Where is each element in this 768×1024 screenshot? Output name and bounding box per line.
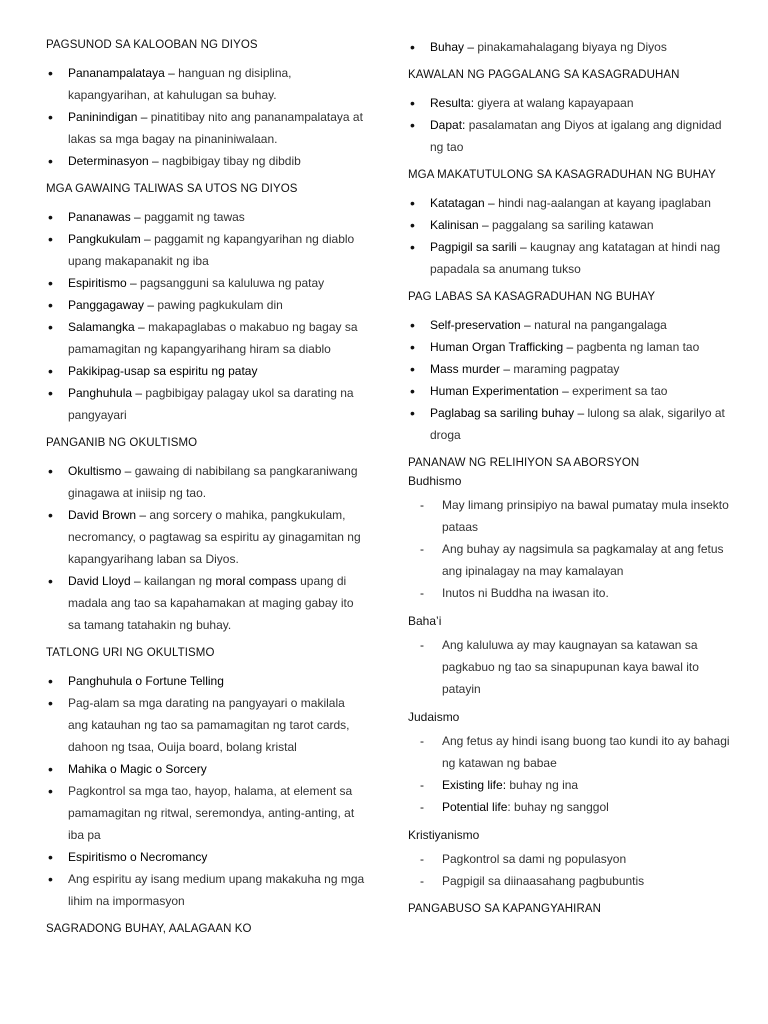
list-item (46, 294, 366, 316)
dash-list (408, 494, 733, 604)
list-item (46, 868, 366, 912)
separator: – (137, 110, 151, 124)
term: Salamangka (68, 320, 135, 334)
subheading-judaismo: Judaismo (408, 710, 460, 724)
section-title: PAGSUNOD SA KALOOBAN NG DIYOS (46, 39, 258, 51)
section-pananaw-relihiyon (408, 454, 733, 892)
description: pawing pagkukulam din (157, 298, 283, 312)
term: Pangkukulam (68, 232, 141, 246)
term: Paninindigan (68, 110, 138, 124)
dash-list (408, 730, 733, 818)
bullet-list (408, 36, 733, 58)
separator: – (144, 298, 158, 312)
list-item (46, 780, 366, 846)
list-item (46, 62, 366, 106)
description: upang di madala ang tao sa kapahamakan at maging gabay ito sa tamang tatahakin ng buhay. (68, 574, 354, 632)
description: Inutos ni Buddha na iwasan ito. (442, 586, 609, 600)
bullet-list (408, 192, 733, 280)
section-pag-labas (408, 288, 733, 446)
term: Pakikipag-usap sa espiritu ng patay (68, 364, 258, 378)
list-item (46, 846, 366, 868)
term: Panghuhula o Fortune Telling (68, 674, 224, 688)
section-tatlong-uri (46, 644, 366, 912)
separator: – (563, 340, 577, 354)
list-item (46, 460, 366, 504)
description: pagbenta ng laman tao (576, 340, 700, 354)
term: Panghuhula (68, 386, 133, 400)
description: paggamit ng kapangyarihan ng diablo upang makapanakit ng iba (68, 232, 355, 268)
subheading-budhismo: Budhismo (408, 474, 462, 488)
description: pagbibigay palagay ukol sa darating na pangyayari (68, 386, 354, 422)
separator: – (484, 196, 499, 210)
list-item (408, 192, 733, 214)
term: Pagpigil sa sarili (430, 240, 517, 254)
list-item (46, 570, 366, 636)
section-title: PAG LABAS SA KASAGRADUHAN NG BUHAY (408, 291, 656, 303)
section-buhay (408, 36, 733, 58)
description: Ang espiritu ay isang medium upang makakuha ng mga lihim na impormasyon (68, 872, 365, 908)
bullet-list (46, 670, 366, 912)
term: Mass murder (430, 362, 501, 376)
section-title: MGA GAWAING TALIWAS SA UTOS NG DIYOS (46, 183, 298, 195)
separator: – (516, 240, 531, 254)
description: : buhay ng sanggol (507, 800, 609, 814)
list-item (408, 92, 733, 114)
list-item (408, 36, 733, 58)
term: Dapat: (430, 118, 466, 132)
list-item (408, 634, 733, 700)
term-inline: moral compass (215, 574, 297, 588)
separator: – (121, 464, 135, 478)
separator: – (140, 232, 155, 246)
description: hindi nag-aalangan at kayang ipaglaban (498, 196, 711, 210)
description: pagsangguni sa kaluluwa ng patay (140, 276, 325, 290)
list-item (408, 870, 733, 892)
description: Pagpigil sa diinaasahang pagbubuntis (442, 874, 645, 888)
dash-list (408, 848, 733, 892)
term: Okultismo (68, 464, 122, 478)
bullet-list (46, 460, 366, 636)
description: Pag-alam sa mga darating na pangyayari o makilala ang katauhan ng tao sa pamamagitan ng tarot cards, dahoon ng tsaa, Ouija board, bolang kristal (68, 696, 350, 754)
separator: – (478, 218, 493, 232)
list-item (46, 316, 366, 360)
description: pinakamahalagang biyaya ng Diyos (477, 40, 667, 54)
separator: – (464, 40, 478, 54)
description: buhay ng ina (506, 778, 579, 792)
list-item (408, 380, 733, 402)
separator: – (520, 318, 535, 332)
list-item (46, 106, 366, 150)
section-title: PANANAW NG RELIHIYON SA ABORSYON (408, 457, 640, 469)
separator: – (164, 66, 179, 80)
description: Ang fetus ay hindi isang buong tao kundi ito ay bahagi ng katawan ng babae (442, 734, 730, 770)
section-pangabuso (408, 900, 733, 918)
description: kailangan ng (144, 574, 216, 588)
separator: – (558, 384, 573, 398)
term: Existing life: (442, 778, 507, 792)
dash-list (408, 634, 733, 700)
term: Human Organ Trafficking (430, 340, 564, 354)
term: David Lloyd (68, 574, 131, 588)
list-item (408, 494, 733, 538)
list-item (408, 730, 733, 774)
section-makatutulong (408, 166, 733, 280)
section-gawaing-taliwas (46, 180, 366, 426)
term: Panggagaway (68, 298, 145, 312)
separator: – (130, 210, 145, 224)
list-item (408, 214, 733, 236)
list-item (408, 236, 733, 280)
list-item (408, 848, 733, 870)
term: Buhay (430, 40, 465, 54)
bullet-list (408, 314, 733, 446)
section-title: MGA MAKATUTULONG SA KASAGRADUHAN NG BUHAY (408, 169, 716, 181)
description: experiment sa tao (572, 384, 668, 398)
list-item (408, 358, 733, 380)
term: Resulta: (430, 96, 475, 110)
term: Self-preservation (430, 318, 521, 332)
bullet-list (46, 206, 366, 426)
list-item (46, 206, 366, 228)
list-item (408, 796, 733, 818)
description: ang sorcery o mahika, pangkukulam, necromancy, o pagtawag sa espiritu ay ginagamitan ng kapangyarihang laban sa Diyos. (68, 508, 361, 566)
description: pinatitibay nito ang pananampalataya at lakas sa mga bagay na pinaniniwalaan. (68, 110, 363, 146)
description: Pagkontrol sa dami ng populasyon (442, 852, 627, 866)
list-item (46, 758, 366, 780)
description: kaugnay ang katatagan at hindi nag papadala sa anumang tukso (430, 240, 721, 276)
list-item (408, 336, 733, 358)
section-title: TATLONG URI NG OKULTISMO (46, 647, 215, 659)
list-item (408, 582, 733, 604)
term: Katatagan (430, 196, 485, 210)
description: lulong sa alak, sigarilyo at droga (430, 406, 725, 442)
description: May limang prinsipiyo na bawal pumatay mula insekto pataas (442, 498, 729, 534)
bullet-list (46, 62, 366, 172)
term: Pananampalataya (68, 66, 165, 80)
separator: – (148, 154, 163, 168)
right-column (408, 36, 733, 926)
subheading-kristiyanismo: Kristiyanismo (408, 828, 480, 842)
list-item (46, 692, 366, 758)
description: natural na pangangalaga (534, 318, 667, 332)
list-item (46, 150, 366, 172)
description: pasalamatan ang Diyos at igalang ang dignidad ng tao (430, 118, 722, 154)
description: makapaglabas o makabuo ng bagay sa pamamagitan ng kapangyarihang hiram sa diablo (68, 320, 358, 356)
separator: – (134, 320, 149, 334)
term: Pananawas (68, 210, 131, 224)
list-item (46, 504, 366, 570)
list-item (408, 774, 733, 796)
subheading-bahai: Baha’i (408, 614, 442, 628)
section-kawalan (408, 66, 733, 158)
list-item (408, 538, 733, 582)
list-item (408, 114, 733, 158)
section-title: PANGABUSO SA KAPANGYAHIRAN (408, 903, 602, 915)
term: Human Experimentation (430, 384, 559, 398)
term: Espiritismo o Necromancy (68, 850, 208, 864)
description: Ang buhay ay nagsimula sa pagkamalay at ang fetus ang ipinalagay na may kamalayan (442, 542, 724, 578)
list-item (46, 228, 366, 272)
description: paggamit ng tawas (144, 210, 245, 224)
separator: – (500, 362, 514, 376)
description: nagbibigay tibay ng dibdib (162, 154, 301, 168)
description: maraming pagpatay (513, 362, 620, 376)
term: Espiritismo (68, 276, 127, 290)
term: Kalinisan (430, 218, 479, 232)
list-item (46, 272, 366, 294)
section-title: KAWALAN NG PAGGALANG SA KASAGRADUHAN (408, 69, 680, 81)
term: Determinasyon (68, 154, 149, 168)
separator: – (574, 406, 588, 420)
separator: – (132, 386, 146, 400)
section-sagradong-buhay (46, 920, 366, 938)
section-pagsunod (46, 36, 366, 172)
term: Potential life (442, 800, 508, 814)
list-item (46, 670, 366, 692)
description: Ang kaluluwa ay may kaugnayan sa katawan sa pagkabuo ng tao sa sinapupunan kaya bawal ito patayin (442, 638, 699, 696)
list-item (46, 382, 366, 426)
list-item (408, 314, 733, 336)
separator: – (126, 276, 141, 290)
description: gawaing di nabibilang sa pangkaraniwang ginagawa at iniisip ng tao. (68, 464, 358, 500)
list-item (46, 360, 366, 382)
description: hanguan ng disiplina, kapangyarihan, at kahulugan sa buhay. (68, 66, 292, 102)
separator: – (136, 508, 150, 522)
term: Paglabag sa sariling buhay (430, 406, 575, 420)
separator: – (130, 574, 145, 588)
section-title: PANGANIB NG OKULTISMO (46, 437, 198, 449)
term: David Brown (68, 508, 137, 522)
section-panganib-okultismo (46, 434, 366, 636)
term: Mahika o Magic o Sorcery (68, 762, 207, 776)
description: giyera at walang kapayapaan (477, 96, 634, 110)
section-title: SAGRADONG BUHAY, AALAGAAN KO (46, 923, 252, 935)
description: Pagkontrol sa mga tao, hayop, halama, at element sa pamamagitan ng ritwal, seremondya, anting-anting, at iba pa (68, 784, 355, 842)
list-item (408, 402, 733, 446)
bullet-list (408, 92, 733, 158)
description: paggalang sa sariling katawan (492, 218, 654, 232)
left-column (46, 36, 366, 946)
